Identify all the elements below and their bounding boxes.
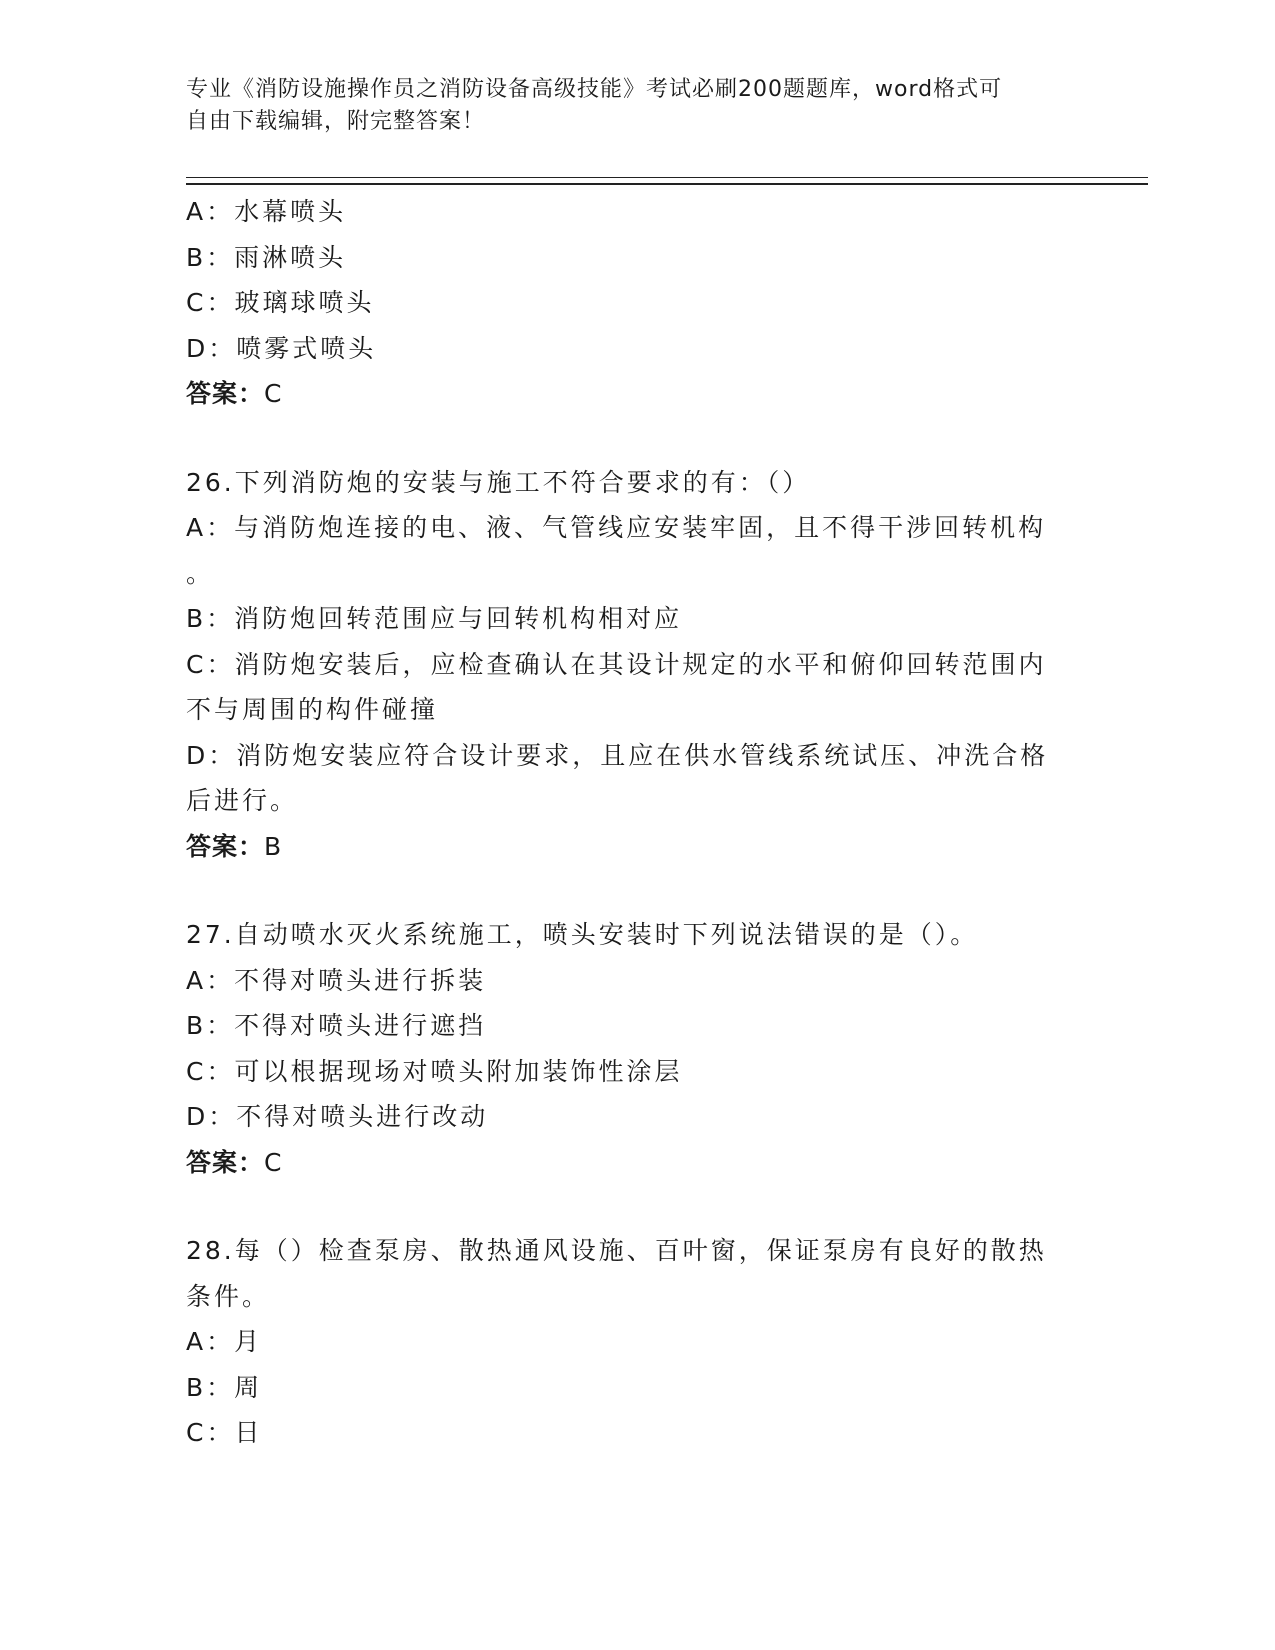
header-title-line-1: 专业《消防设施操作员之消防设备高级技能》考试必刷200题题库，word格式可 (186, 77, 1003, 102)
question-stem: 28.每（）检查泵房、散热通风设施、百叶窗，保证泵房有良好的散热 (186, 1236, 1047, 1265)
option-d-continued: 后进行。 (186, 786, 299, 815)
option-c: C：消防炮安装后，应检查确认在其设计规定的水平和俯仰回转范围内 (186, 649, 1047, 679)
question-stem: 26.下列消防炮的安装与施工不符合要求的有：（） (186, 467, 811, 497)
option-c: C：可以根据现场对喷头附加装饰性涂层 (186, 1056, 683, 1086)
option-d: D：喷雾式喷头 (186, 333, 377, 363)
option-b: B：雨淋喷头 (186, 242, 347, 272)
question-stem: 27.自动喷水灭火系统施工，喷头安装时下列说法错误的是（）。 (186, 920, 979, 949)
question-25-continued (186, 189, 1086, 417)
answer-label: 答案： (186, 831, 265, 861)
answer (186, 1140, 1086, 1186)
answer-label: 答案： (186, 379, 265, 408)
option-c: C：玻璃球喷头 (186, 288, 375, 317)
option-a: A：不得对喷头进行拆装 (186, 965, 487, 995)
answer (186, 371, 1086, 417)
answer (186, 824, 1086, 870)
header-title-line-2: 自由下载编辑，附完整答案！ (186, 109, 486, 134)
option-c-continued: 不与周围的构件碰撞 (186, 695, 439, 724)
option-b: B：不得对喷头进行遮挡 (186, 1011, 487, 1040)
question-26 (186, 460, 1086, 870)
answer-value: B (264, 831, 283, 861)
option-c: C：日 (186, 1418, 263, 1447)
option-a: A：月 (186, 1327, 263, 1356)
option-d: D：不得对喷头进行改动 (186, 1102, 489, 1131)
answer-label: 答案： (186, 1147, 265, 1177)
answer-value: C (264, 379, 283, 408)
question-28 (186, 1228, 1086, 1456)
option-b: B：周 (186, 1372, 263, 1402)
option-b: B：消防炮回转范围应与回转机构相对应 (186, 604, 683, 633)
option-a: A：与消防炮连接的电、液、气管线应安装牢固，且不得干涉回转机构 (186, 513, 1047, 542)
question-stem-continued: 条件。 (186, 1281, 271, 1311)
option-a: A：水幕喷头 (186, 197, 347, 226)
option-a-continued: 。 (186, 558, 215, 588)
question-27 (186, 912, 1086, 1185)
option-d: D：消防炮安装应符合设计要求，且应在供水管线系统试压、冲洗合格 (186, 740, 1049, 770)
answer-value: C (264, 1147, 283, 1177)
document-header (186, 74, 1056, 138)
header-divider (186, 177, 1148, 185)
question-list (186, 189, 1086, 1456)
